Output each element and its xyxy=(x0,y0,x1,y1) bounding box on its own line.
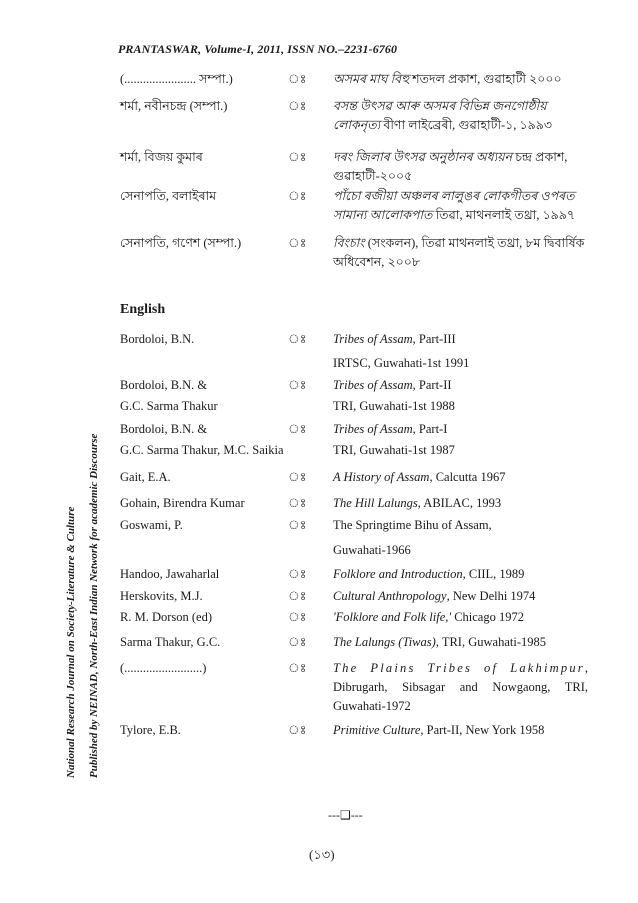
reference-publication: (সংকলন), তিৱা মাথনলাই তথ্ৰা, ৮ম দ্বিবাৰ্ষিক অধিবেশন, ২০০৮ xyxy=(333,236,585,269)
reference-separator: ঃ xyxy=(288,332,307,346)
reference-work xyxy=(333,148,588,186)
reference-author: Gait, E.A. xyxy=(120,470,171,484)
reference-separator: ঃ xyxy=(288,567,307,581)
reference-title: Folklore and Introduction xyxy=(333,567,463,581)
reference-author xyxy=(120,376,310,414)
reference-separator: ঃ xyxy=(288,99,307,113)
reference-author: (....................... সম্পা.) xyxy=(120,72,233,86)
reference-publication: , TRI, Guwahati-1985 xyxy=(435,635,546,649)
end-of-article-mark: ---❑--- xyxy=(328,808,363,822)
reference-title: The Lalungs (Tiwas) xyxy=(333,635,436,649)
reference-separator: ঃ xyxy=(288,72,307,86)
reference-title: অসমৰ মাঘ বিহু xyxy=(333,72,410,86)
reference-work xyxy=(333,376,588,414)
reference-title: Cultural Anthropology xyxy=(333,589,447,603)
reference-work xyxy=(333,721,588,740)
reference-separator: ঃ xyxy=(288,610,307,624)
running-header: PRANTASWAR, Volume-I, 2011, ISSN NO.–2231-6760 xyxy=(118,42,398,56)
reference-author: Sarma Thakur, G.C. xyxy=(120,635,221,649)
reference-title: Tribes of Assam xyxy=(333,332,413,346)
reference-publication-line2: TRI, Guwahati-1st 1988 xyxy=(333,399,455,413)
reference-title: দৰং জিলাৰ উৎসৱ অনুষ্ঠানৰ অধ্যয়ন xyxy=(333,150,513,164)
reference-publication-line2: Guwahati-1966 xyxy=(333,543,411,557)
reference-title: পাঁচো ৰজীয়া অঞ্চলৰ লালুঙৰ লোকগীতৰ ওপৰত সামান্য আলোকপাত xyxy=(333,189,575,222)
reference-work xyxy=(333,97,588,135)
reference-author: Gohain, Birendra Kumar xyxy=(120,496,245,510)
reference-publication: , ABILAC, 1993 xyxy=(417,496,502,510)
reference-work xyxy=(333,468,588,487)
reference-separator: ঃ xyxy=(288,150,307,164)
reference-author-line1: Bordoloi, B.N. & xyxy=(120,378,208,392)
reference-work xyxy=(333,565,588,584)
reference-separator: ঃ xyxy=(288,723,307,737)
reference-publication: The Springtime Bihu of Assam, xyxy=(333,518,492,532)
reference-title: বসন্ত উৎসৱ আৰু অসমৰ বিভিন্ন জনগোষ্ঠীয় লোকনৃত্য xyxy=(333,99,547,132)
reference-work xyxy=(333,234,588,272)
reference-publication: , Part-II xyxy=(412,378,452,392)
reference-separator: ঃ xyxy=(288,378,307,392)
reference-work xyxy=(333,494,588,513)
reference-author: সেনাপতি, গণেশ (সম্পা.) xyxy=(120,236,242,250)
reference-title: 'Folklore and Folk life,' xyxy=(333,610,452,624)
reference-separator: ঃ xyxy=(288,189,307,203)
reference-separator: ঃ xyxy=(288,236,307,250)
reference-work xyxy=(333,70,588,89)
sidebar-journal-name: National Research Journal on Society-Literature & Culture xyxy=(65,506,77,778)
reference-separator: ঃ xyxy=(288,496,307,510)
reference-separator: ঃ xyxy=(288,422,307,436)
reference-author: R. M. Dorson (ed) xyxy=(120,610,213,624)
reference-publication-line2: TRI, Guwahati-1st 1987 xyxy=(333,443,455,457)
reference-publication: , CIIL, 1989 xyxy=(462,567,525,581)
reference-author: Herskovits, M.J. xyxy=(120,589,203,603)
reference-work xyxy=(333,187,588,225)
reference-publication: , New Delhi 1974 xyxy=(446,589,536,603)
reference-publication: চন্দ্ৰ প্ৰকাশ, গুৱাহাটী-২০০৫ xyxy=(333,150,568,183)
reference-title: Primitive Culture xyxy=(333,723,421,737)
reference-separator: ঃ xyxy=(288,589,307,603)
reference-title: The Plains Tribes of Lakhimpur xyxy=(333,661,585,675)
reference-author: শৰ্মা, নবীনচন্দ্ৰ (সম্পা.) xyxy=(120,99,228,113)
reference-publication: Chicago 1972 xyxy=(451,610,524,624)
reference-publication: , Calcutta 1967 xyxy=(429,470,506,484)
reference-separator: ঃ xyxy=(288,470,307,484)
reference-publication: , Part-I xyxy=(412,422,448,436)
reference-author-line1: Bordoloi, B.N. & xyxy=(120,422,208,436)
reference-separator: ঃ xyxy=(288,518,307,532)
reference-work xyxy=(333,633,588,652)
reference-work xyxy=(333,330,588,368)
reference-title: Tribes of Assam xyxy=(333,378,413,392)
reference-title: The Hill Lalungs xyxy=(333,496,418,510)
reference-author: Bordoloi, B.N. xyxy=(120,332,195,346)
reference-publication: তিৱা, মাথনলাই তথ্ৰা, ১৯৯৭ xyxy=(432,208,576,222)
reference-separator: ঃ xyxy=(288,661,307,675)
reference-title: বিংচাং xyxy=(333,236,365,250)
reference-author: Handoo, Jawaharlal xyxy=(120,567,220,581)
page-number: (১৩) xyxy=(309,847,335,862)
reference-work xyxy=(333,659,588,716)
reference-work xyxy=(333,608,588,627)
reference-title: A History of Assam xyxy=(333,470,430,484)
reference-publication: বীণা লাইব্ৰেৰী, গুৱাহাটী-১, ১৯৯৩ xyxy=(380,118,553,132)
section-heading-english: English xyxy=(120,302,166,317)
reference-publication-line2: IRTSC, Guwahati-1st 1991 xyxy=(333,356,470,370)
reference-author-line2: G.C. Sarma Thakur, M.C. Saikia xyxy=(120,443,284,457)
reference-work xyxy=(333,420,588,458)
reference-author xyxy=(120,420,310,458)
reference-publication: , Part-III xyxy=(412,332,456,346)
reference-separator: ঃ xyxy=(288,635,307,649)
reference-publication: শতদল প্ৰকাশ, গুৱাহাটী ২০০০ xyxy=(409,72,562,86)
reference-author: (.........................) xyxy=(120,661,207,675)
reference-author: সেনাপতি, বলাইৰাম xyxy=(120,189,217,203)
reference-publication: , Dibrugarh, Sibsagar and Nowgaong, TRI, Guwahati-1972 xyxy=(333,661,588,713)
reference-title: Tribes of Assam xyxy=(333,422,413,436)
reference-author: শৰ্মা, বিজয় কুমাৰ xyxy=(120,150,203,164)
reference-author: Tylore, E.B. xyxy=(120,723,181,737)
reference-author-line2: G.C. Sarma Thakur xyxy=(120,399,218,413)
reference-publication: , Part-II, New York 1958 xyxy=(420,723,545,737)
sidebar-publisher: Published by NEINAD, North-East Indian Network for academic Discourse xyxy=(88,433,100,778)
reference-work xyxy=(333,516,588,557)
reference-work xyxy=(333,587,588,606)
reference-author: Goswami, P. xyxy=(120,518,183,532)
